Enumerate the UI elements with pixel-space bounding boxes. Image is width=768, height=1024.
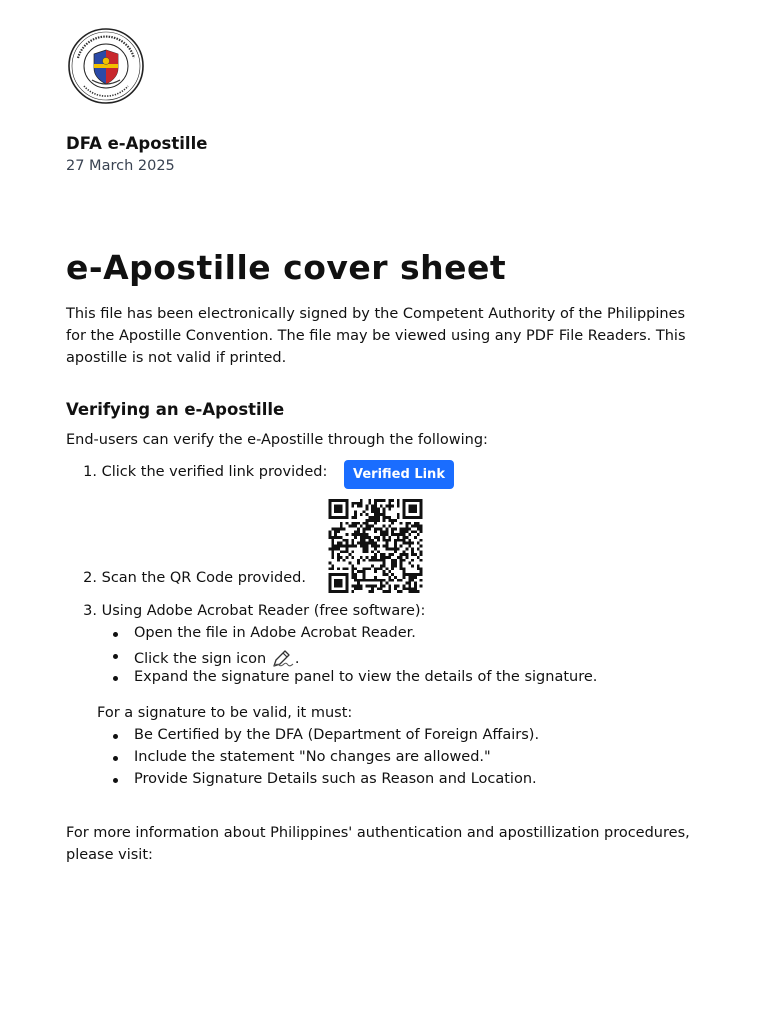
list-item: Click the sign icon . [134, 647, 299, 669]
step-2-text: Scan the QR Code provided. [101, 570, 306, 586]
qr-code[interactable] [326, 499, 425, 593]
verifying-heading: Verifying an e-Apostille [66, 400, 285, 419]
step-3-text: Using Adobe Acrobat Reader (free software): [101, 603, 426, 619]
intro-paragraph: This file has been electronically signed by the Competent Authority of the Philippines for the Apostille Convention. The file may be viewed using any PDF File Readers. This apostille is not valid if printed. [66, 306, 686, 366]
step-2 [66, 570, 306, 586]
step-1-text: Click the verified link provided: [101, 464, 328, 480]
step-3-number: 3. [83, 603, 97, 619]
dfa-seal-icon [66, 28, 146, 104]
validity-lead: For a signature to be valid, it must: [97, 705, 353, 721]
step-1 [66, 464, 327, 480]
footer-info: For more information about Philippines' authentication and apostillization procedures, please visit: [66, 825, 690, 863]
list-item: Be Certified by the DFA (Department of Foreign Affairs). [134, 727, 539, 743]
step-1-number: 1. [83, 464, 97, 480]
step-2-number: 2. [83, 570, 97, 586]
page-title: e-Apostille cover sheet [66, 248, 507, 287]
document-date: 27 March 2025 [66, 158, 175, 174]
list-item: Open the file in Adobe Acrobat Reader. [134, 625, 416, 641]
verified-link-button[interactable]: Verified Link [344, 460, 454, 489]
verifying-lead: End-users can verify the e-Apostille through the following: [66, 432, 488, 448]
list-item: Include the statement "No changes are allowed." [134, 749, 491, 765]
list-item: Provide Signature Details such as Reason and Location. [134, 771, 537, 787]
step-3 [66, 603, 425, 619]
pen-sign-icon [271, 647, 295, 669]
list-item: Expand the signature panel to view the details of the signature. [134, 669, 597, 685]
org-name: DFA e-Apostille [66, 134, 208, 153]
